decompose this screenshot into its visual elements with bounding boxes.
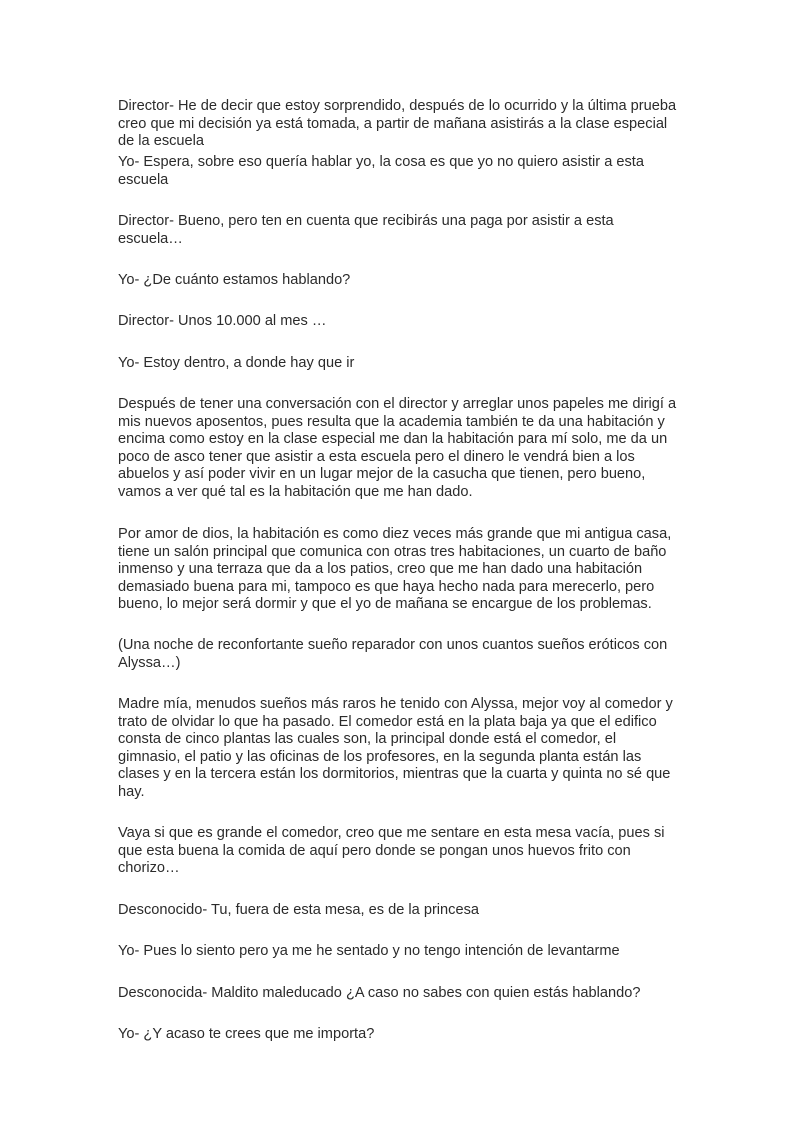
paragraph-suenos: Madre mía, menudos sueños más raros he tenido con Alyssa, mejor voy al comedor y trato de olvidar lo que ha pasado. El comedor está en la plata baja ya que el edifico consta de cinco plantas las cuales son, la principal donde está el comedor, el gimnasio, el patio y las oficinas de los profesores, en la segunda planta están las clases y en la tercera están los dormitorios, mientras que la cuarta y quinta no sé que hay.: [118, 696, 673, 800]
paragraph-yo-importa: Yo- ¿Y acaso te crees que me importa?: [118, 1026, 375, 1042]
paragraph-yo-dentro: Yo- Estoy dentro, a donde hay que ir: [118, 355, 355, 371]
paragraph-aposentos: Después de tener una conversación con el director y arreglar unos papeles me dirigí a mis nuevos aposentos, pues resulta que la academia también te da una habitación y encima como estoy en la clase especial me dan la habitación para mí solo, me da un poco de asco tener que asistir a esta escuela pero el dinero le vendrá bien a los abuelos y así poder vivir en un lugar mejor de la casucha que tienen, pero bueno, vamos a ver qué tal es la habitación que me han dado.: [118, 396, 677, 500]
paragraph-habitacion: Por amor de dios, la habitación es como diez veces más grande que mi antigua casa, tiene un salón principal que comunica con otras tres habitaciones, un cuarto de baño inmenso y una terraza que da a los patios, creo que me han dado una habitación demasiado buena para mi, tampoco es que haya hecho nada para merecerlo, pero bueno, lo mejor será dormir y que el yo de mañana se encargue de los problemas.: [118, 526, 672, 613]
paragraph-yo-sentado: Yo- Pues lo siento pero ya me he sentado y no tengo intención de levantarme: [118, 943, 620, 959]
paragraph-yo-espera: Yo- Espera, sobre eso quería hablar yo, la cosa es que yo no quiero asistir a esta escuela: [118, 154, 644, 188]
paragraph-desconocida: Desconocida- Maldito maleducado ¿A caso no sabes con quien estás hablando?: [118, 985, 641, 1001]
paragraph-yo-cuanto: Yo- ¿De cuánto estamos hablando?: [118, 272, 351, 288]
paragraph-director-cantidad: Director- Unos 10.000 al mes …: [118, 313, 327, 329]
paragraph-desconocido: Desconocido- Tu, fuera de esta mesa, es de la princesa: [118, 902, 479, 918]
paragraph-director-decision: Director- He de decir que estoy sorprendido, después de lo ocurrido y la última prueba creo que mi decisión ya está tomada, a partir de mañana asistirás a la clase especial de la escuela: [118, 98, 677, 150]
paragraph-noche: (Una noche de reconfortante sueño reparador con unos cuantos sueños eróticos con Alyssa…): [118, 637, 668, 671]
paragraph-comedor: Vaya si que es grande el comedor, creo que me sentare en esta mesa vacía, pues si que esta buena la comida de aquí pero donde se pongan unos huevos frito con chorizo…: [118, 825, 665, 877]
paragraph-director-paga: Director- Bueno, pero ten en cuenta que recibirás una paga por asistir a esta escuela…: [118, 213, 614, 247]
